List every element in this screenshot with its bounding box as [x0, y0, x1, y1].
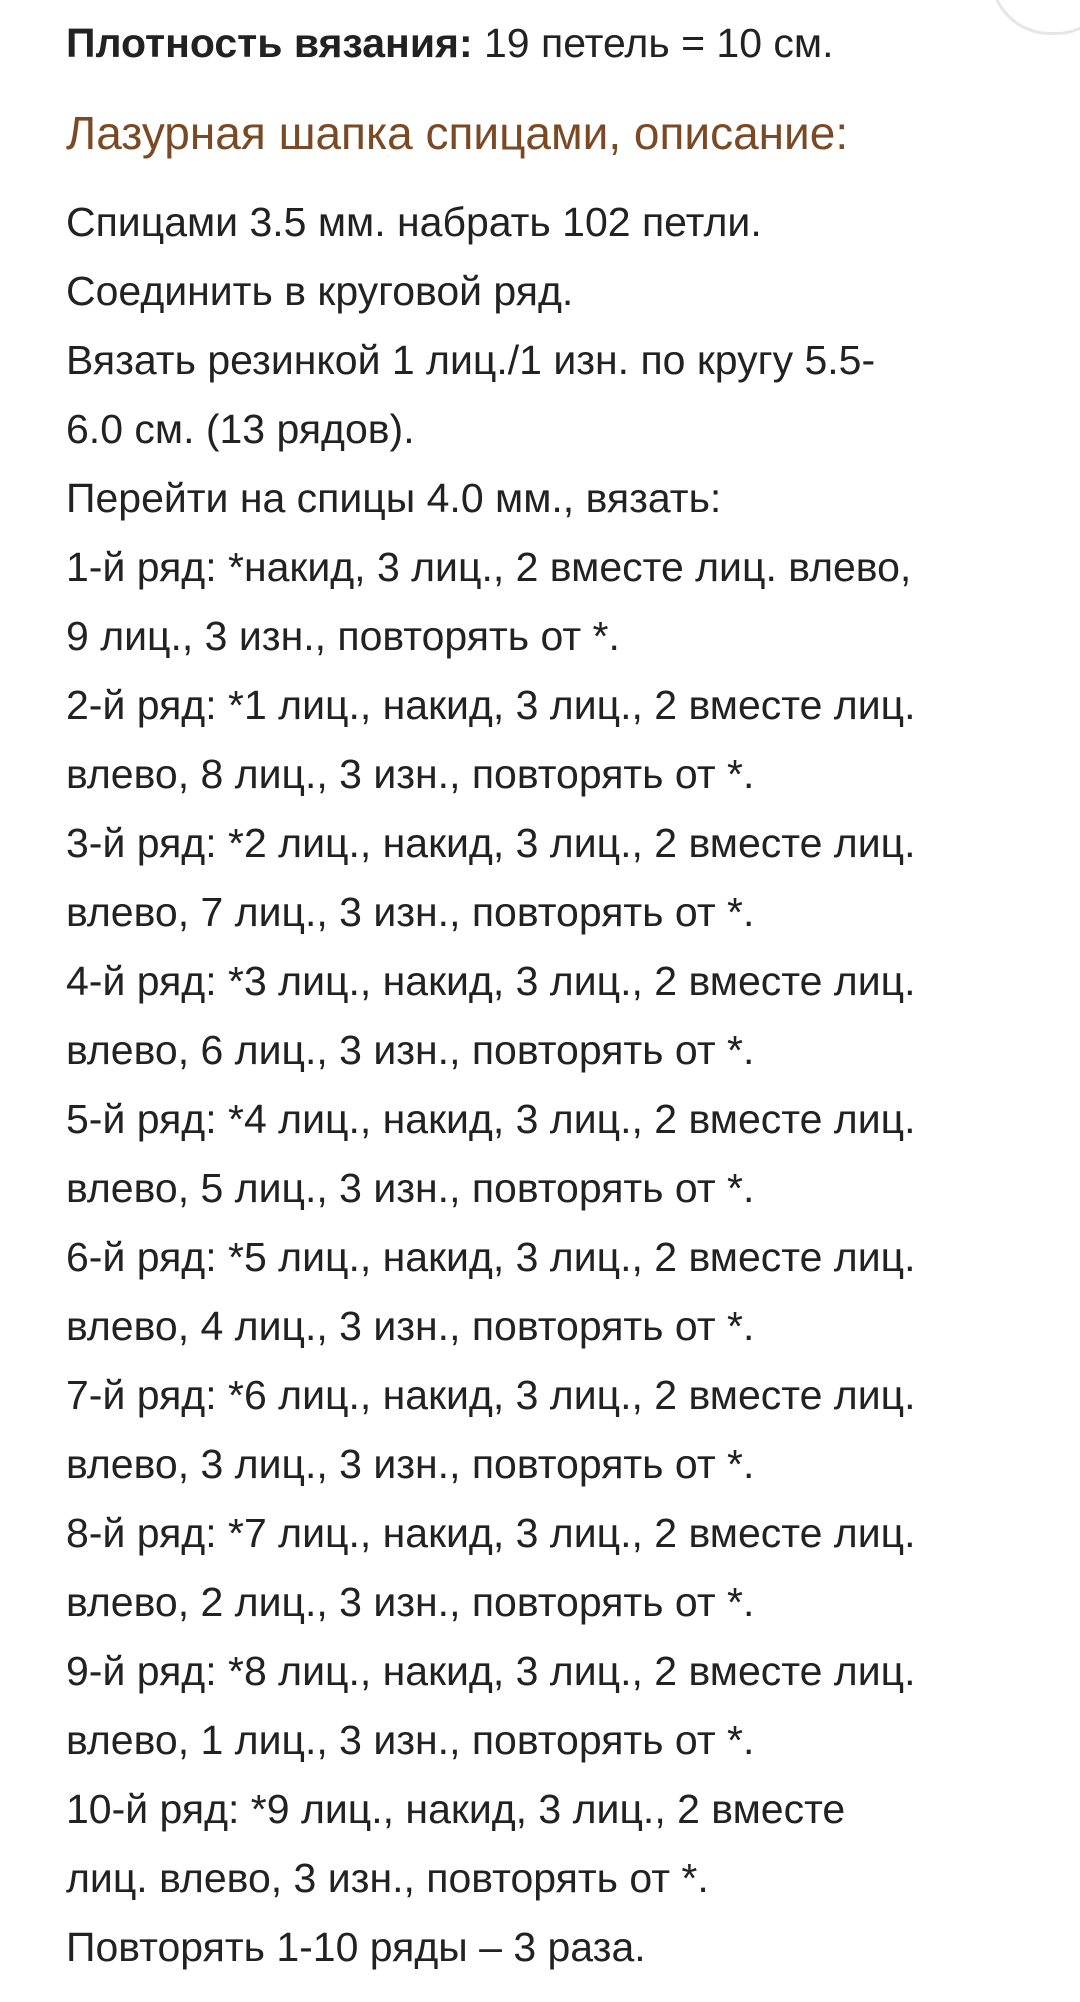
instruction-line: 4-й ряд: *3 лиц., накид, 3 лиц., 2 вместе лиц.: [66, 958, 916, 1004]
instruction-line: Спицами 3.5 мм. набрать 102 петли.: [66, 199, 762, 245]
instruction-line: 6-й ряд: *5 лиц., накид, 3 лиц., 2 вместе лиц.: [66, 1234, 916, 1280]
instruction-line: влево, 5 лиц., 3 изн., повторять от *.: [66, 1165, 755, 1211]
instruction-line: влево, 1 лиц., 3 изн., повторять от *.: [66, 1717, 755, 1763]
instruction-line: 8-й ряд: *7 лиц., накид, 3 лиц., 2 вместе лиц.: [66, 1510, 916, 1556]
density-value: 19 петель = 10 см.: [472, 20, 834, 66]
instruction-line: влево, 4 лиц., 3 изн., повторять от *.: [66, 1303, 755, 1349]
instruction-line: Вязать резинкой 1 лиц./1 изн. по кругу 5.5-: [66, 337, 876, 383]
instruction-line: влево, 8 лиц., 3 изн., повторять от *.: [66, 751, 755, 797]
instruction-line: 1-й ряд: *накид, 3 лиц., 2 вместе лиц. влево,: [66, 544, 912, 590]
instruction-line: 3-й ряд: *2 лиц., накид, 3 лиц., 2 вместе лиц.: [66, 820, 916, 866]
section-heading: Лазурная шапка спицами, описание:: [66, 107, 849, 159]
instruction-line: лиц. влево, 3 изн., повторять от *.: [66, 1855, 709, 1901]
instruction-line: 10-й ряд: *9 лиц., накид, 3 лиц., 2 вместе: [66, 1786, 846, 1832]
knitting-density: [66, 0, 1026, 72]
instruction-line: Повторять 1-10 ряды – 3 раза.: [66, 1924, 646, 1970]
instruction-line: 7-й ряд: *6 лиц., накид, 3 лиц., 2 вместе лиц.: [66, 1372, 916, 1418]
instruction-line: Соединить в круговой ряд.: [66, 268, 574, 314]
instruction-line: 6.0 см. (13 рядов).: [66, 406, 415, 452]
instruction-line: влево, 7 лиц., 3 изн., повторять от *.: [66, 889, 755, 935]
pattern-instructions: [66, 188, 1026, 1982]
instruction-line: 9-й ряд: *8 лиц., накид, 3 лиц., 2 вместе лиц.: [66, 1648, 916, 1694]
article-content: [66, 0, 1026, 1982]
instruction-line: 2-й ряд: *1 лиц., накид, 3 лиц., 2 вместе лиц.: [66, 682, 916, 728]
instruction-line: 5-й ряд: *4 лиц., накид, 3 лиц., 2 вместе лиц.: [66, 1096, 916, 1142]
instruction-line: Перейти на спицы 4.0 мм., вязать:: [66, 475, 722, 521]
instruction-line: влево, 6 лиц., 3 изн., повторять от *.: [66, 1027, 755, 1073]
instruction-line: влево, 2 лиц., 3 изн., повторять от *.: [66, 1579, 755, 1625]
density-label: Плотность вязания:: [66, 20, 473, 66]
instruction-line: 9 лиц., 3 изн., повторять от *.: [66, 613, 620, 659]
instruction-line: влево, 3 лиц., 3 изн., повторять от *.: [66, 1441, 755, 1487]
